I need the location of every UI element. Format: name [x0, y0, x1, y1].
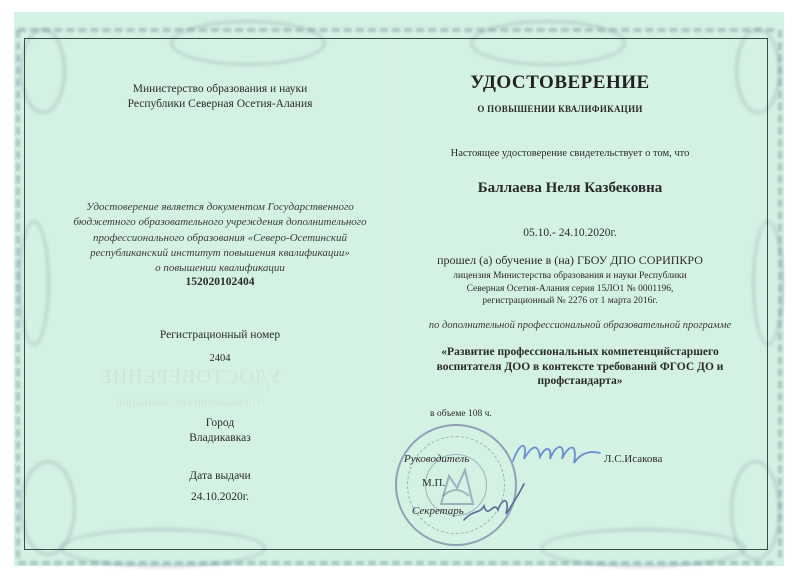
recipient-name: Баллаева Неля Казбековна	[477, 180, 663, 196]
training-institution: прошел (а) обучение в (на) ГБОУ ДПО СОРИПКРО	[437, 253, 703, 267]
description-line: Удостоверение является документом Государственного	[86, 201, 354, 213]
show-through-subtitle: О ПОВЫШЕНИИ КВАЛИФИКАЦИИ	[115, 398, 265, 408]
license-line: Северная Осетия-Алания серия 15ЛО1 № 0001196,	[466, 283, 674, 294]
program-title	[400, 345, 760, 389]
stamp-place-label: М.П.	[422, 477, 446, 489]
description-line: профессионального образования «Северо-Осетинский	[92, 231, 348, 244]
program-line: воспитателя ДОО в контексте требований ФГОС ДО и	[436, 360, 724, 373]
city-label: Город	[205, 417, 235, 429]
head-label: Руководитель	[404, 453, 470, 465]
head-signature-icon	[508, 437, 603, 469]
ministry-heading	[90, 82, 350, 112]
program-label: по дополнительной профессиональной образовательной программе	[428, 320, 732, 331]
secretary-signature-icon	[458, 480, 528, 528]
certificate-number: 152020102404	[185, 276, 255, 288]
description-line: бюджетного образовательного учреждения дополнительного	[73, 216, 367, 229]
certificate-subtitle: О ПОВЫШЕНИИ КВАЛИФИКАЦИИ	[477, 104, 643, 114]
training-hours: в объеме 108 ч.	[430, 409, 492, 419]
ministry-line-1: Министерство образования и науки	[132, 83, 308, 95]
certifies-text: Настоящее удостоверение свидетельствует о том, что	[450, 148, 690, 159]
training-period: 05.10.- 24.10.2020г.	[523, 227, 617, 239]
issue-date-value: 24.10.2020г.	[190, 491, 250, 503]
certificate-description	[60, 200, 380, 276]
program-line: «Развитие профессиональных компетенцийстаршего	[441, 346, 719, 358]
secretary-label: Секретарь	[412, 505, 464, 517]
license-info	[420, 270, 720, 308]
registration-number-label: Регистрационный номер	[159, 329, 281, 341]
description-line: о повышении квалификации	[155, 262, 285, 275]
program-line: профстандарта»	[537, 375, 623, 387]
city-value: Владикавказ	[189, 432, 251, 444]
description-line: республиканский институт повышения квалификации»	[90, 246, 350, 259]
ministry-line-2: Республики Северная Осетия-Алания	[127, 98, 313, 110]
issue-date-label: Дата выдачи	[189, 470, 251, 482]
head-name: Л.С.Исакова	[604, 453, 663, 465]
certificate-title: УДОСТОВЕРЕНИЕ	[470, 72, 650, 93]
city-block	[150, 416, 290, 446]
license-line: лицензия Министерства образования и науки Республики	[453, 271, 687, 281]
license-line: регистрационный № 2276 от 1 марта 2016г.	[482, 296, 658, 306]
show-through-title: УДОСТОВЕРЕНИЕ	[98, 366, 282, 388]
registration-number-value: 2404	[209, 353, 231, 364]
